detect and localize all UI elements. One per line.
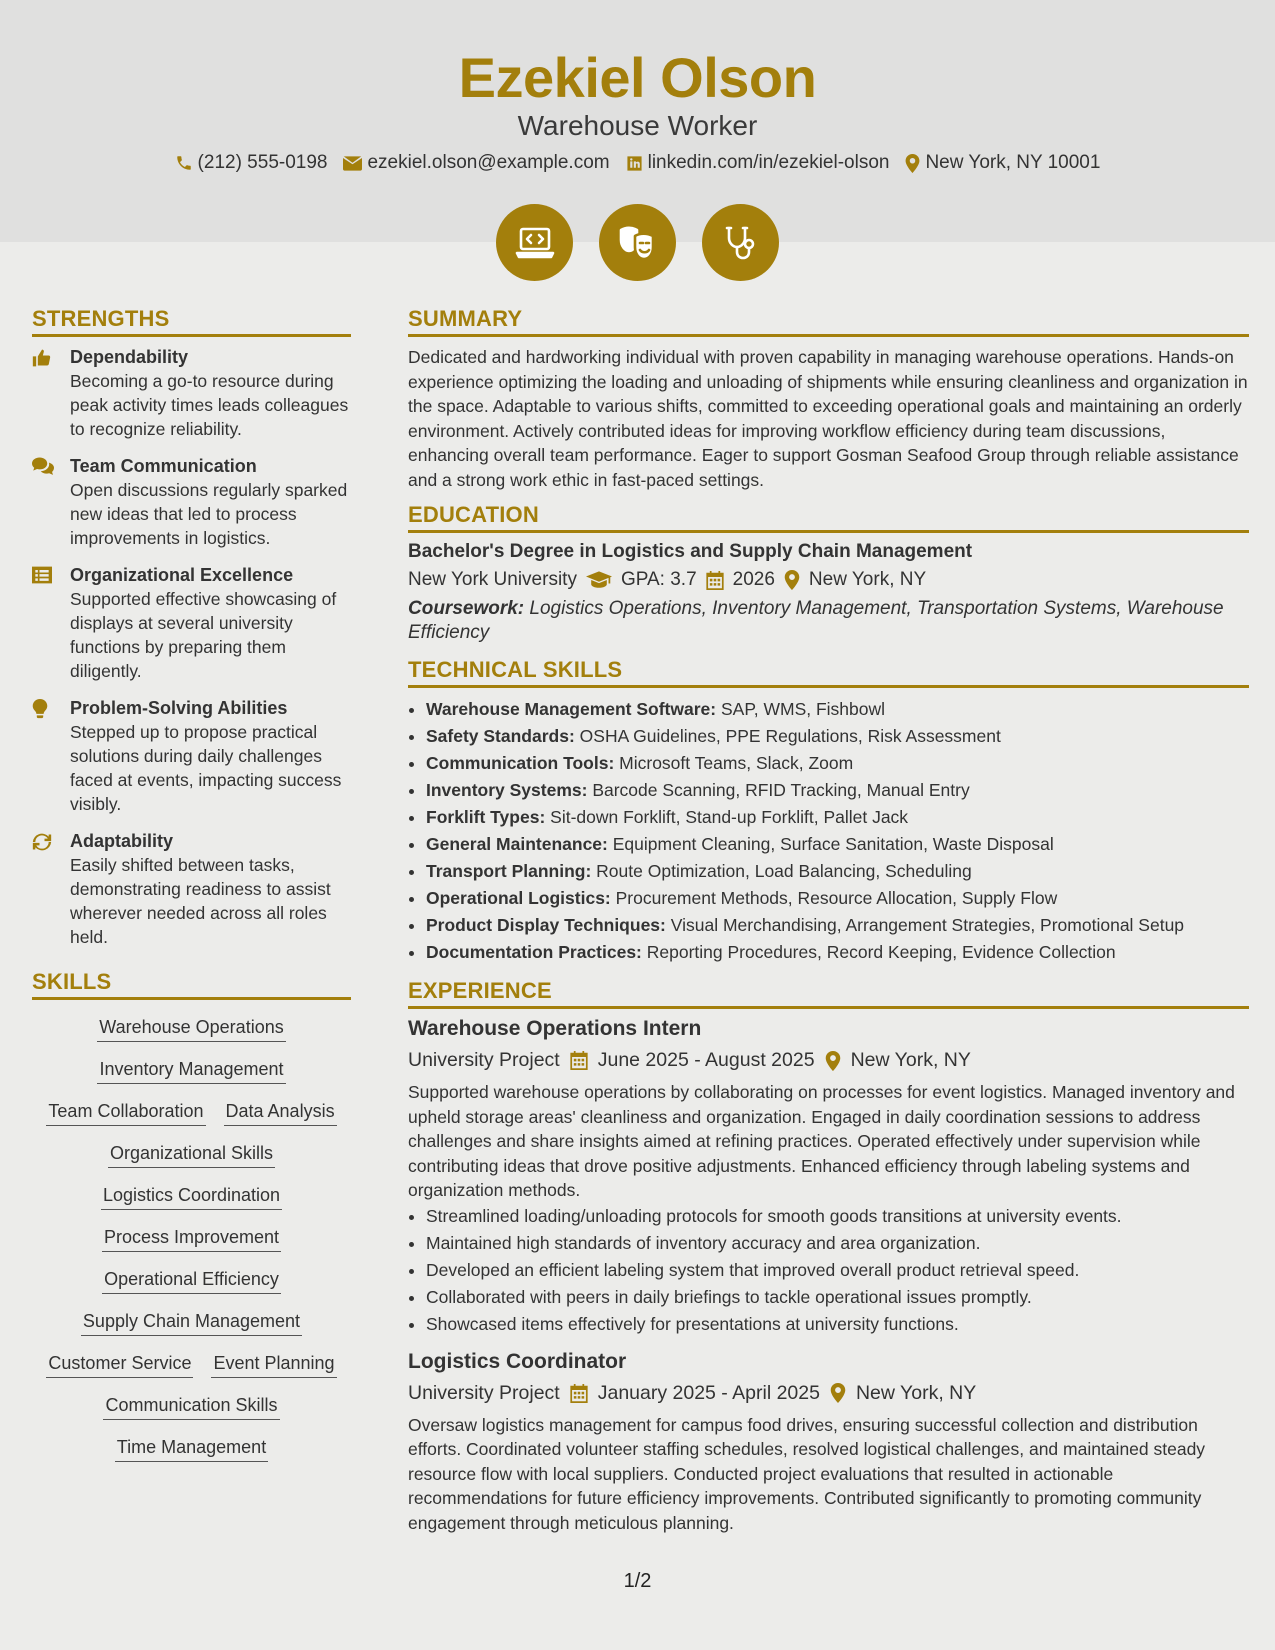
education-location: New York, NY (808, 569, 927, 590)
strength-desc: Becoming a go-to resource during peak activity times leads colleagues to recognize reliability. (70, 371, 349, 439)
stethoscope-icon (702, 204, 779, 281)
candidate-name: Ezekiel Olson (458, 46, 817, 109)
candidate-role: Warehouse Worker (517, 110, 758, 141)
contact-email[interactable] (343, 152, 609, 174)
list-item: • Operational Logistics: Procurement Methods, Resource Allocation, Supply Flow (426, 885, 1249, 912)
skill-tag: Logistics Coordination (101, 1181, 282, 1210)
job-org: University Project (408, 1049, 560, 1071)
list-item: • Communication Tools: Microsoft Teams, Slack, Zoom (426, 750, 1249, 777)
strength-item (32, 345, 351, 441)
graduation-year: 2026 (732, 569, 775, 590)
interest-icons (0, 204, 1275, 281)
strength-title: Dependability (70, 347, 189, 367)
job-title: Logistics Coordinator (408, 1349, 627, 1373)
contact-linkedin[interactable] (626, 152, 890, 174)
location-text: New York, NY 10001 (925, 152, 1101, 173)
strength-desc: Supported effective showcasing of displays at several university functions by preparing them diligently. (70, 589, 337, 681)
strength-item (32, 454, 351, 550)
graduation-cap-icon (586, 571, 612, 589)
map-marker-icon (784, 570, 800, 590)
job-entry (408, 1350, 1249, 1536)
job-location: New York, NY (855, 1381, 977, 1404)
list-item: • Transport Planning: Route Optimization, Load Balancing, Scheduling (426, 858, 1249, 885)
thumbs-up-icon (32, 348, 52, 368)
list-item: • Forklift Types: Sit-down Forklift, Stand-up Forklift, Pallet Jack (426, 804, 1249, 831)
calendar-icon (570, 1384, 588, 1403)
phone-icon (175, 154, 193, 172)
skill-tag: Inventory Management (97, 1055, 285, 1084)
list-alt-icon (32, 566, 52, 584)
email-text[interactable]: ezekiel.olson@example.com (367, 152, 610, 173)
skill-tag: Data Analysis (224, 1097, 337, 1126)
strength-item (32, 696, 351, 816)
skill-tag: Warehouse Operations (97, 1013, 285, 1042)
resume-header (0, 0, 1275, 242)
list-item: • Inventory Systems: Barcode Scanning, RFID Tracking, Manual Entry (426, 777, 1249, 804)
envelope-icon (343, 156, 362, 171)
skills-heading: SKILLS (32, 969, 351, 1000)
left-column (32, 306, 351, 1470)
skill-tag: Process Improvement (102, 1223, 281, 1252)
school-name: New York University (408, 569, 577, 590)
list-item: • Developed an efficient labeling system that improved overall product retrieval speed. (426, 1257, 1249, 1284)
contact-phone (175, 152, 328, 174)
list-item: • General Maintenance: Equipment Cleaning, Surface Sanitation, Waste Disposal (426, 831, 1249, 858)
job-entry (408, 1017, 1249, 1338)
strength-title: Organizational Excellence (70, 565, 294, 585)
list-item: • Safety Standards: OSHA Guidelines, PPE Regulations, Risk Assessment (426, 723, 1249, 750)
strengths-heading: STRENGTHS (32, 306, 351, 337)
job-location: New York, NY (850, 1049, 971, 1071)
strength-title: Adaptability (70, 831, 174, 851)
skill-tag: Communication Skills (103, 1391, 279, 1420)
strength-item (32, 563, 351, 683)
theater-masks-icon (599, 204, 676, 281)
strength-desc: Open discussions regularly sparked new ideas that led to process improvements in logistics. (70, 480, 348, 548)
skill-tag: Supply Chain Management (81, 1307, 302, 1336)
contact-location (905, 152, 1100, 174)
skill-tag: Time Management (115, 1433, 268, 1462)
lightbulb-icon (32, 699, 48, 719)
degree-title: Bachelor's Degree in Logistics and Supply Chain Management (408, 541, 973, 562)
gpa-text: GPA: 3.7 (620, 569, 697, 590)
strength-item (32, 829, 351, 949)
list-item: • Product Display Techniques: Visual Merchandising, Arrangement Strategies, Promotional Setup (426, 912, 1249, 939)
job-meta (408, 1382, 1249, 1405)
sync-icon (32, 832, 52, 852)
phone-text: (212) 555-0198 (197, 152, 328, 173)
summary-heading: SUMMARY (408, 306, 1249, 337)
coursework-label: Coursework: (408, 598, 525, 619)
job-dates: January 2025 - April 2025 (597, 1381, 820, 1404)
skill-tag: Team Collaboration (46, 1097, 205, 1126)
linkedin-text[interactable]: linkedin.com/in/ezekiel-olson (647, 152, 890, 173)
job-dates: June 2025 - August 2025 (597, 1049, 815, 1071)
laptop-code-icon (496, 204, 573, 281)
contact-bar (0, 152, 1275, 174)
map-marker-icon (830, 1383, 846, 1403)
education-meta (408, 569, 1249, 591)
job-description: Oversaw logistics management for campus food drives, ensuring successful collection and distribution efforts. Coordinated volunteer staffing schedules, resolved logistical challenges, and maintained steady resource flow with local suppliers. Conducted project evaluations that resulted in actionable recommendations for future efficiency improvements. Contributed significantly to promoting community engagement through meticulous planning. (408, 1414, 1206, 1533)
skill-tag: Customer Service (46, 1349, 193, 1378)
strength-desc: Stepped up to propose practical solutions during daily challenges faced at events, impacting success visibly. (70, 722, 342, 814)
strength-desc: Easily shifted between tasks, demonstrating readiness to assist wherever needed across all roles held. (70, 855, 331, 947)
calendar-icon (570, 1051, 588, 1070)
technical-skills-list (408, 696, 1249, 966)
job-meta (408, 1049, 1249, 1072)
education-heading: EDUCATION (408, 502, 1249, 533)
page-number: 1/2 (623, 1570, 652, 1592)
coursework (408, 597, 1249, 645)
list-item: • Streamlined loading/unloading protocols for smooth goods transitions at university events. (426, 1203, 1249, 1230)
calendar-icon (706, 571, 724, 590)
strength-title: Problem-Solving Abilities (70, 698, 288, 718)
skills-list (32, 1008, 351, 1470)
linkedin-icon (626, 155, 643, 172)
job-description: Supported warehouse operations by collaborating on processes for event logistics. Managed inventory and upheld storage areas' cleanliness and organization. Engaged in daily coordination sessions to address challenges and share insights aimed at refining practices. Operated effectively under supervision while contributing ideas that drove positive adjustments. Enhanced efficiency through labeling systems and organization methods. (408, 1082, 1235, 1200)
job-org: University Project (408, 1381, 560, 1404)
skill-tag: Event Planning (211, 1349, 336, 1378)
right-column (408, 306, 1249, 1535)
strengths-list (32, 345, 351, 949)
list-item: • Maintained high standards of inventory accuracy and area organization. (426, 1230, 1249, 1257)
list-item: • Warehouse Management Software: SAP, WMS, Fishbowl (426, 696, 1249, 723)
skill-tag: Operational Efficiency (102, 1265, 281, 1294)
coursework-text: Logistics Operations, Inventory Management, Transportation Systems, Warehouse Efficiency (408, 598, 1224, 643)
job-bullets (408, 1203, 1249, 1338)
job-title: Warehouse Operations Intern (408, 1017, 702, 1040)
comments-icon (32, 457, 54, 475)
skill-tag: Organizational Skills (108, 1139, 275, 1168)
experience-heading: EXPERIENCE (408, 978, 1249, 1009)
strength-title: Team Communication (70, 456, 257, 476)
map-marker-icon (905, 154, 920, 173)
list-item: • Collaborated with peers in daily briefings to tackle operational issues promptly. (426, 1284, 1249, 1311)
list-item: • Documentation Practices: Reporting Procedures, Record Keeping, Evidence Collection (426, 939, 1249, 966)
summary-text: Dedicated and hardworking individual with proven capability in managing warehouse operations. Hands-on experience optimizing the loading and unloading of shipments while ensuring cleanliness and organization in the space. Adaptable to various shifts, committed to exceeding operational goals and maintaining an orderly environment. Actively contributed ideas for improving workflow efficiency during team discussions, enhancing overall team performance. Eager to support Gosman Seafood Group through reliable assistance and a strong work ethic in fast-paced settings. (408, 347, 1248, 490)
map-marker-icon (825, 1051, 841, 1071)
technical-skills-heading: TECHNICAL SKILLS (408, 657, 1249, 688)
list-item: • Showcased items effectively for presentations at university functions. (426, 1311, 1249, 1338)
